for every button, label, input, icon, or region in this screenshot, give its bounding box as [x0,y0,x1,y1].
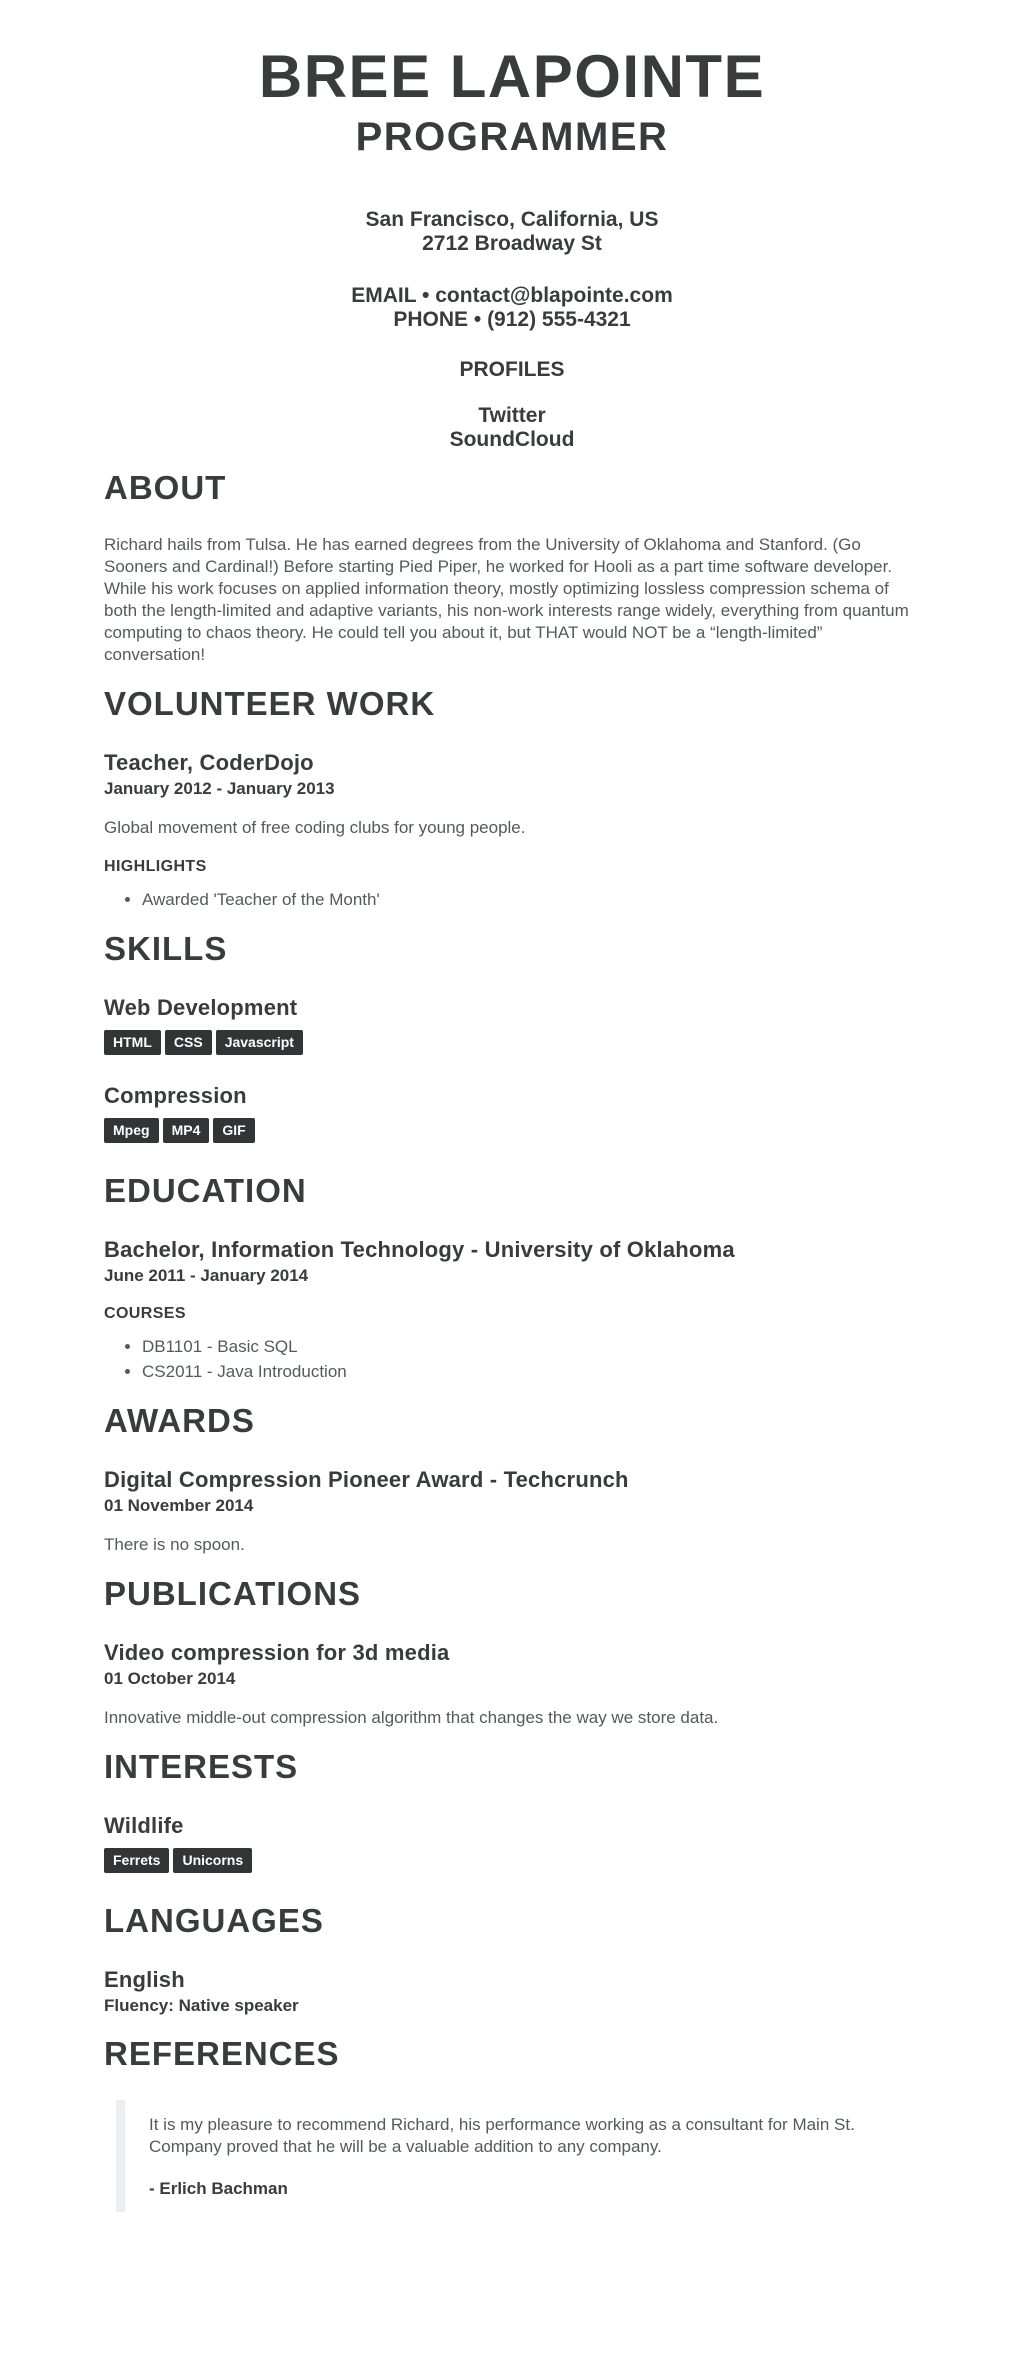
skill-tag: CSS [165,1030,212,1055]
skills-heading: SKILLS [104,930,228,967]
location-block [104,208,920,256]
phone-label: PHONE [393,308,469,331]
interest-tags [104,1848,920,1877]
skill-tags [104,1118,920,1147]
education-dates: June 2011 - January 2014 [104,1266,309,1285]
section-skills [104,929,920,1147]
skill-tag: GIF [213,1118,254,1143]
volunteer-dates: January 2012 - January 2013 [104,779,335,798]
volunteer-summary: Global movement of free coding clubs for young people. [104,818,526,837]
section-awards [104,1401,920,1556]
interest-tag: Ferrets [104,1848,169,1873]
profile-link-soundcloud[interactable]: SoundCloud [449,428,575,451]
phone-value: (912) 555-4321 [487,308,631,331]
section-volunteer [104,684,920,911]
education-degree: Bachelor, Information Technology - University of Oklahoma [104,1237,735,1262]
skill-group-compression [104,1083,920,1147]
skill-group-web-development [104,995,920,1059]
email-line [351,284,673,307]
separator-dot: • [473,308,482,331]
interest-group-wildlife [104,1813,920,1877]
award-summary: There is no spoon. [104,1535,245,1554]
section-references [104,2034,920,2212]
contact-block [104,284,920,332]
skill-tag: MP4 [163,1118,210,1143]
courses-label: COURSES [104,1305,186,1322]
section-languages [104,1901,920,2016]
reference-attribution: - Erlich Bachman [149,2179,288,2198]
volunteer-heading: VOLUNTEER WORK [104,685,436,722]
resume-header [104,44,920,452]
section-publications [104,1574,920,1729]
award-title: Digital Compression Pioneer Award - Techcrunch [104,1467,629,1492]
course-item: • CS2011 - Java Introduction [142,1361,920,1383]
language-fluency: Fluency: Native speaker [104,1996,299,2015]
interest-tag: Unicorns [173,1848,252,1873]
profile-link-twitter[interactable]: Twitter [478,404,546,427]
award-date: 01 November 2014 [104,1496,254,1515]
publication-date: 01 October 2014 [104,1669,236,1688]
separator-dot: • [422,284,430,307]
profiles-list [104,404,920,452]
languages-heading: LANGUAGES [104,1902,324,1939]
profiles-label: PROFILES [459,358,565,381]
section-interests [104,1747,920,1877]
courses-list [104,1336,920,1383]
highlight-item: • Awarded 'Teacher of the Month' [142,889,920,911]
skill-tag: HTML [104,1030,161,1055]
resume-job-title: PROGRAMMER [355,115,669,159]
section-about [104,468,920,666]
interest-group-name: Wildlife [104,1813,184,1838]
email-label: EMAIL [351,284,417,307]
publications-heading: PUBLICATIONS [104,1575,362,1612]
education-heading: EDUCATION [104,1172,307,1209]
interests-heading: INTERESTS [104,1748,299,1785]
highlights-list [104,889,920,911]
skill-tag: Mpeg [104,1118,159,1143]
reference-quote-block [116,2100,920,2212]
resume-page [104,0,920,2212]
reference-quote-text: It is my pleasure to recommend Richard, his performance working as a consultant for Main St. Company proved that he will be a valuable addition to any company. [149,2115,855,2156]
about-text: Richard hails from Tulsa. He has earned degrees from the University of Oklahoma and Stanford. (Go Sooners and Cardinal!) Before starting Pied Piper, he worked for Hooli as a part time software developer. While his work focuses on applied information theory, mostly optimizing lossless compression schema of both the length-limited and adaptive variants, his non-work interests range widely, everything from quantum computing to chaos theory. He could tell you about it, but THAT would NOT be a “length-limited” conversation! [104,535,909,664]
references-heading: REFERENCES [104,2035,340,2072]
skill-group-name: Compression [104,1083,247,1108]
highlights-label: HIGHLIGHTS [104,858,207,875]
awards-heading: AWARDS [104,1402,255,1439]
course-item: • DB1101 - Basic SQL [142,1336,920,1358]
section-education [104,1171,920,1383]
publication-title: Video compression for 3d media [104,1640,450,1665]
publication-summary: Innovative middle-out compression algorithm that changes the way we store data. [104,1708,719,1727]
skill-group-name: Web Development [104,995,298,1020]
location-line1: San Francisco, California, US [365,208,659,231]
location-line2: 2712 Broadway St [422,232,602,255]
skill-tag: Javascript [216,1030,303,1055]
phone-line [393,308,630,331]
about-heading: ABOUT [104,469,227,506]
volunteer-position: Teacher, CoderDojo [104,750,314,775]
email-value: contact@blapointe.com [435,284,673,307]
resume-name: BREE LAPOINTE [258,43,766,110]
skill-tags [104,1030,920,1059]
language-name: English [104,1967,185,1992]
